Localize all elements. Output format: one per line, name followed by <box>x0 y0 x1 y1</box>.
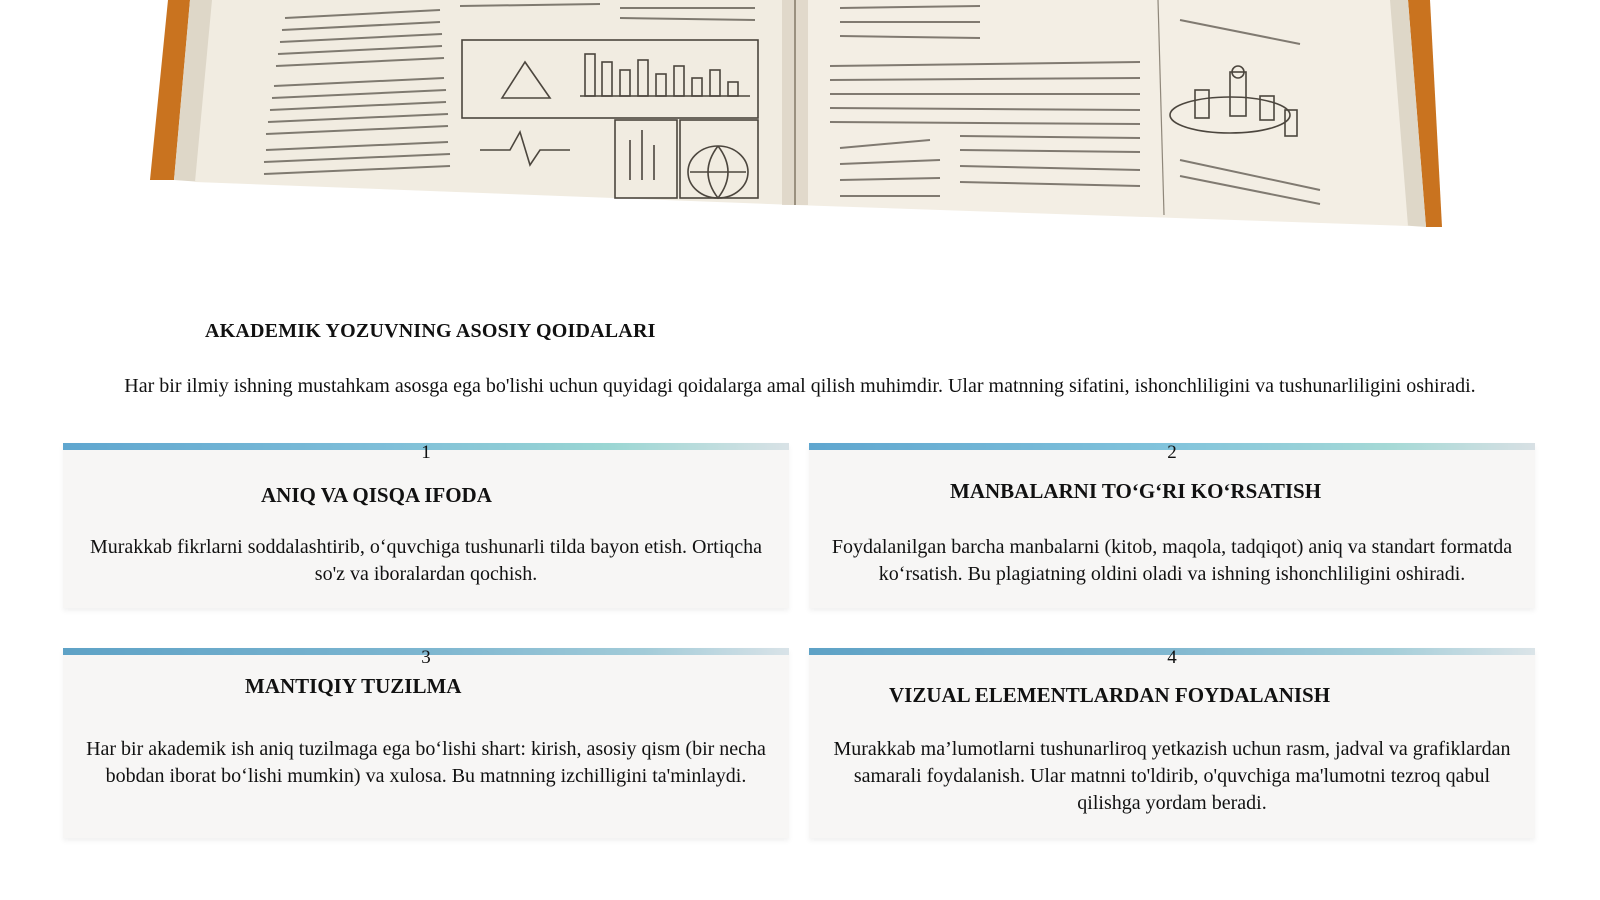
page-title: AKADEMIK YOZUVNING ASOSIY QOIDALARI <box>205 320 656 342</box>
card-title: MANTIQIY TUZILMA <box>245 674 462 698</box>
card-title: ANIQ VA QISQA IFODA <box>261 483 492 507</box>
rule-card-2 <box>809 443 1535 608</box>
rule-card-4 <box>809 648 1535 838</box>
card-number: 3 <box>421 647 431 668</box>
card-body: Murakkab fikrlarni soddalashtirib, o‘quvchiga tushunarli tilda bayon etish. Ortiqcha so'z va iboralardan qochish. <box>89 536 763 585</box>
card-title: MANBALARNI TO‘G‘RI KO‘RSATISH <box>950 479 1322 503</box>
card-body: Murakkab ma’lumotlarni tushunarliroq yetkazish uchun rasm, jadval va grafiklardan samarali foydalanish. Ular matnni to'ldirib, o'quvchiga ma'lumotni tezroq qabul qilishga yordam beradi. <box>833 738 1511 814</box>
card-title: VIZUAL ELEMENTLARDAN FOYDALANISH <box>889 683 1331 707</box>
card-body: Foydalanilgan barcha manbalarni (kitob, maqola, tadqiqot) aniq va standart formatda ko‘rsatish. Bu plagiatning oldini oladi va ishning ishonchliligini oshiradi. <box>831 536 1513 585</box>
open-book-illustration <box>150 0 1450 232</box>
rule-card-1 <box>63 443 789 608</box>
card-number: 1 <box>421 442 431 463</box>
intro-paragraph: Har bir ilmiy ishning mustahkam asosga ega bo'lishi uchun quyidagi qoidalarga amal qilish muhimdir. Ular matnning sifatini, ishonchliligini va tushunarliligini oshiradi. <box>124 375 1476 397</box>
card-number: 4 <box>1167 647 1177 668</box>
card-number: 2 <box>1167 442 1177 463</box>
card-body: Har bir akademik ish aniq tuzilmaga ega bo‘lishi shart: kirish, asosiy qism (bir necha bobdan iborat bo‘lishi mumkin) va xulosa. Bu matnning izchilligini ta'minlaydi. <box>86 738 766 787</box>
rule-card-3 <box>63 648 789 838</box>
